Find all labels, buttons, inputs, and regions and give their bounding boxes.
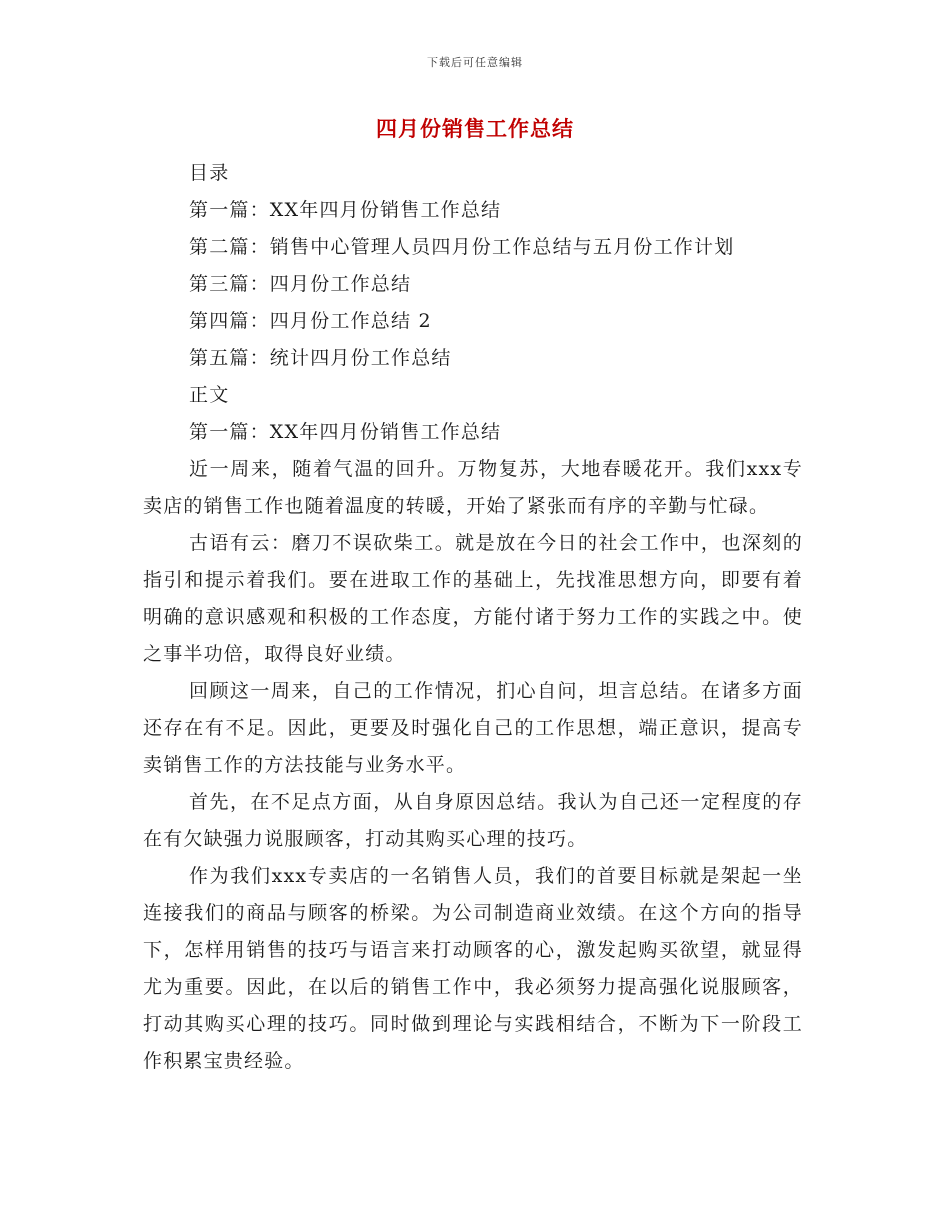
body-paragraph: 作为我们xxx专卖店的一名销售人员，我们的首要目标就是架起一坐连接我们的商品与顾客的桥梁。为公司制造商业效绩。在这个方向的指导下，怎样用销售的技巧与语言来打动顾客的心，激发起购买欲望，就显得尤为重要。因此，在以后的销售工作中，我必须努力提高强化说服顾客，打动其购买心理的技巧。同时做到理论与实践相结合，不断为下一阶段工作积累宝贵经验。 (143, 865, 803, 1072)
toc-heading: 目录 (189, 162, 230, 184)
body-heading: 正文 (189, 384, 230, 406)
document-content (143, 155, 803, 1080)
body-paragraph: 回顾这一周来，自己的工作情况，扪心自问，坦言总结。在诸多方面还存在有不足。因此，更要及时强化自己的工作思想，端正意识，提高专卖销售工作的方法技能与业务水平。 (143, 680, 803, 776)
body-paragraph: 近一周来，随着气温的回升。万物复苏，大地春暖花开。我们xxx专卖店的销售工作也随着温度的转暖，开始了紧张而有序的辛勤与忙碌。 (143, 458, 803, 517)
document-title: 四月份销售工作总结 (376, 117, 574, 141)
toc-item: 第五篇：统计四月份工作总结 (189, 347, 452, 369)
toc-item: 第二篇：销售中心管理人员四月份工作总结与五月份工作计划 (189, 236, 735, 258)
toc-item: 第四篇：四月份工作总结 2 (189, 310, 432, 332)
toc-item: 第三篇：四月份工作总结 (189, 273, 412, 295)
header-note: 下载后可任意编辑 (427, 56, 523, 69)
body-paragraph: 首先，在不足点方面，从自身原因总结。我认为自己还一定程度的存在有欠缺强力说服顾客，打动其购买心理的技巧。 (143, 791, 803, 850)
section-title: 第一篇：XX年四月份销售工作总结 (189, 421, 502, 443)
body-paragraph: 古语有云：磨刀不误砍柴工。就是放在今日的社会工作中，也深刻的指引和提示着我们。要在进取工作的基础上，先找准思想方向，即要有着明确的意识感观和积极的工作态度，方能付诸于努力工作的实践之中。使之事半功倍，取得良好业绩。 (143, 532, 803, 665)
toc-item: 第一篇：XX年四月份销售工作总结 (189, 199, 502, 221)
